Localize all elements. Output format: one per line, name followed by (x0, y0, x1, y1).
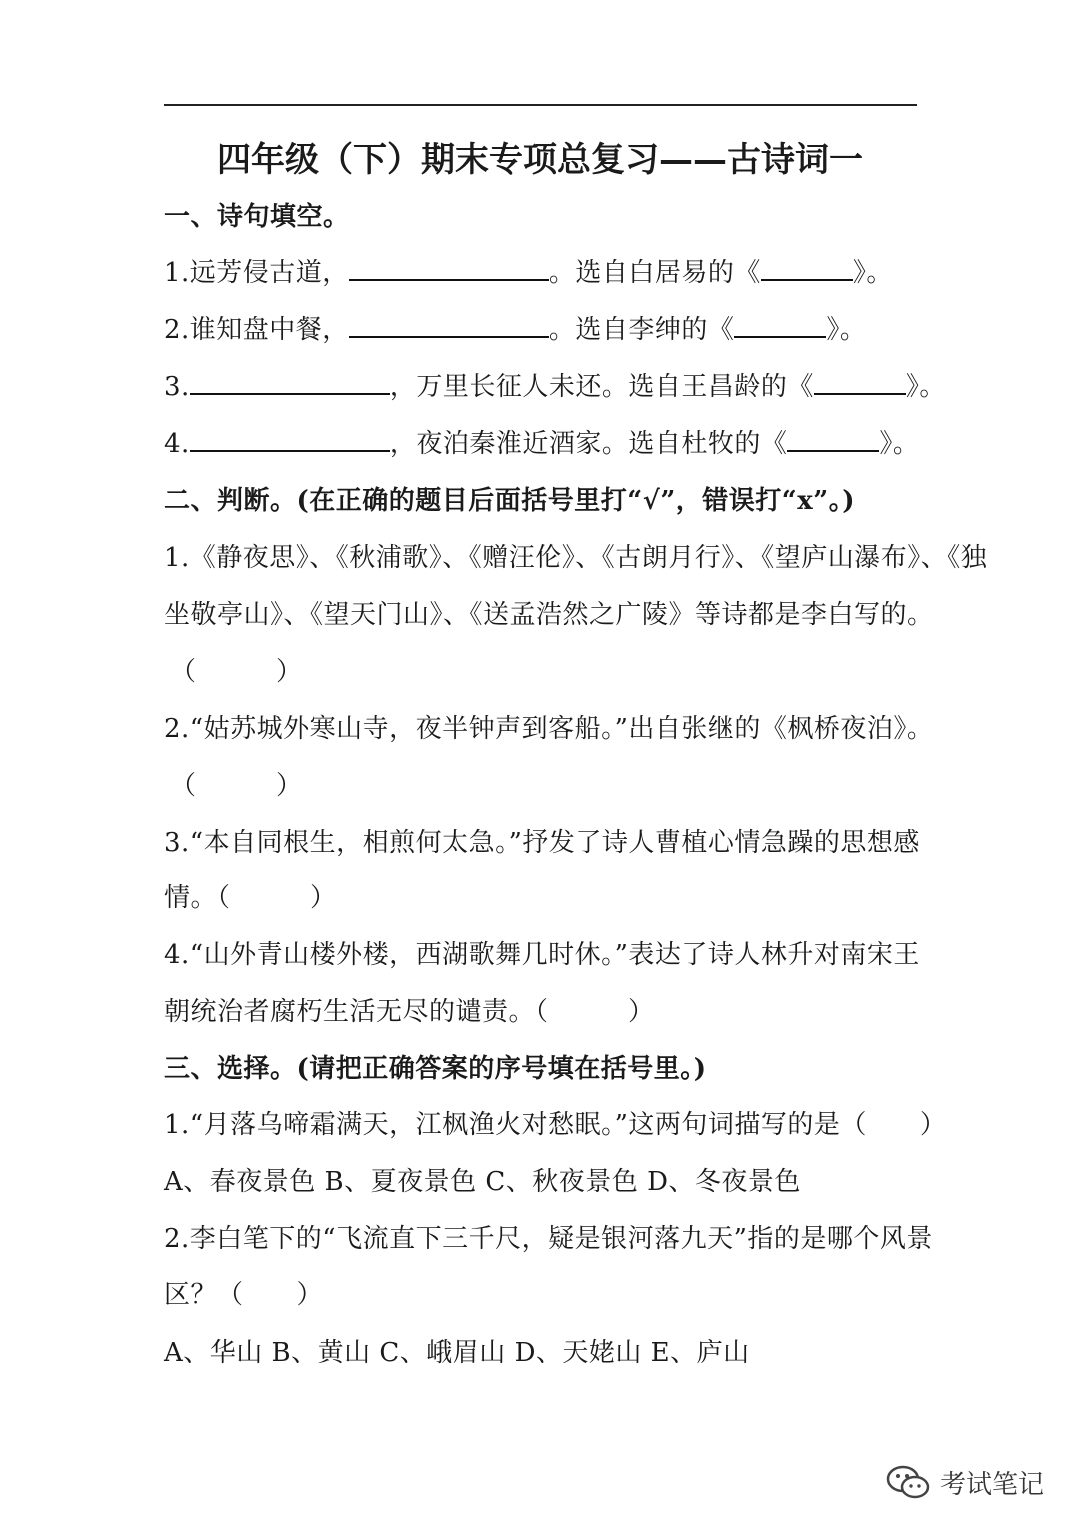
wechat-icon (884, 1462, 932, 1502)
section3-heading: 三、选择。(请把正确答案的序号填在括号里。) (164, 1054, 707, 1084)
page-title: 四年级（下）期末专项总复习——古诗词一 (217, 140, 863, 180)
title-blank[interactable] (761, 257, 853, 281)
judge-question-2-line1: 2.“姑苏城外寒山寺，夜半钟声到客船。”出自张继的《枫桥夜泊》。 (164, 714, 934, 744)
top-rule (164, 104, 917, 106)
title-blank[interactable] (734, 314, 826, 338)
choice-question-2-line1: 2.李白笔下的“飞流直下三千尺，疑是银河落九天”指的是哪个风景 (164, 1224, 933, 1254)
q-text: 》。 (852, 258, 893, 288)
judge-question-1-line2: 坐敬亭山》、《望天门山》、《送孟浩然之广陵》等诗都是李白写的。 (164, 600, 934, 630)
q-text: 》。 (879, 429, 920, 459)
title-blank[interactable] (787, 428, 879, 452)
q-text: 2.谁知盘中餐， (164, 315, 349, 345)
watermark-text: 考试笔记 (939, 1469, 1044, 1500)
choice-question-2-options: A、华山 B、黄山 C、峨眉山 D、天姥山 E、庐山 (164, 1338, 750, 1368)
choice-question-1: 1.“月落乌啼霜满天，江枫渔火对愁眠。”这两句词描写的是（ ） (164, 1110, 947, 1140)
q-text: 》。 (905, 372, 946, 402)
choice-question-1-options: A、春夜景色 B、夏夜景色 C、秋夜景色 D、冬夜景色 (164, 1167, 801, 1197)
answer-blank[interactable] (190, 371, 390, 395)
answer-blank[interactable] (190, 428, 390, 452)
watermark (884, 1462, 1044, 1502)
q-text: ，夜泊秦淮近酒家。选自杜牧的《 (389, 429, 788, 459)
judge-question-3-line2: 情。（ ） (164, 883, 337, 913)
judge-question-4-line2: 朝统治者腐朽生活无尽的谴责。（ ） (164, 997, 655, 1027)
q-text: 。选自李绅的《 (548, 315, 735, 345)
fill-question-4 (164, 427, 919, 461)
answer-blank[interactable] (349, 314, 549, 338)
q-text: 。选自白居易的《 (548, 258, 761, 288)
fill-question-3 (164, 370, 946, 404)
choice-question-2-line2: 区？（ ） (164, 1280, 324, 1310)
q-text: 1.远芳侵古道， (164, 258, 349, 288)
fill-question-2 (164, 313, 866, 347)
q-text: 4. (164, 429, 190, 459)
answer-blank[interactable] (349, 257, 549, 281)
q-text: 3. (164, 372, 190, 402)
answer-parentheses[interactable]: （ ） (170, 657, 303, 687)
judge-question-4-line1: 4.“山外青山楼外楼，西湖歌舞几时休。”表达了诗人林升对南宋王 (164, 940, 920, 970)
answer-parentheses[interactable]: （ ） (170, 771, 303, 801)
section1-heading: 一、诗句填空。 (164, 202, 350, 232)
judge-question-3-line1: 3.“本自同根生，相煎何太急。”抒发了诗人曹植心情急躁的思想感 (164, 828, 920, 858)
q-text: 》。 (826, 315, 867, 345)
section2-heading: 二、判断。(在正确的题目后面括号里打“√”，错误打“x”。) (164, 486, 856, 516)
q-text: ，万里长征人未还。选自王昌龄的《 (389, 372, 814, 402)
judge-question-1-line1: 1.《静夜思》、《秋浦歌》、《赠汪伦》、《古朗月行》、《望庐山瀑布》、《独 (164, 543, 988, 573)
title-blank[interactable] (814, 371, 906, 395)
fill-question-1 (164, 256, 893, 290)
